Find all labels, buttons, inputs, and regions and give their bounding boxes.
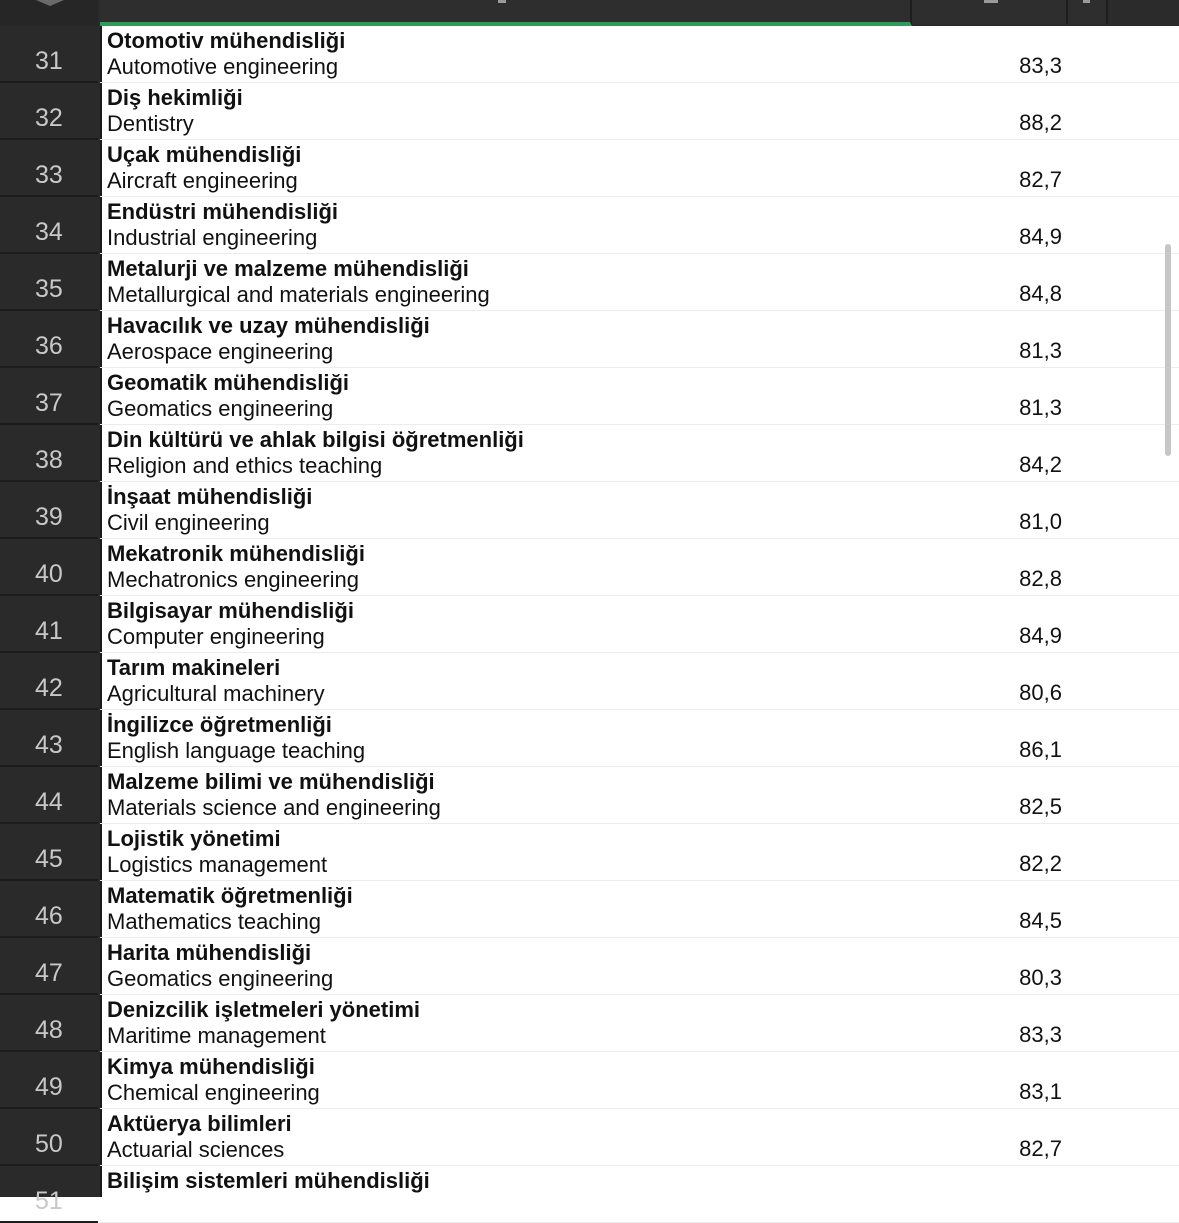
column-header-c[interactable] <box>1068 0 1108 24</box>
table-row <box>0 539 1179 596</box>
table-row <box>0 824 1179 881</box>
program-name-english[interactable]: Metallurgical and materials engineering <box>107 282 490 307</box>
score-value[interactable]: 88,2 <box>1019 110 1062 135</box>
table-row <box>0 254 1179 311</box>
row-number-label: 38 <box>35 446 63 474</box>
program-name-english[interactable]: Industrial engineering <box>107 225 318 250</box>
score-value[interactable]: 82,2 <box>1019 851 1062 876</box>
row-number[interactable] <box>0 482 98 539</box>
row-number-label: 43 <box>35 731 63 759</box>
program-name-turkish[interactable]: Havacılık ve uzay mühendisliği <box>107 313 430 338</box>
program-name-turkish[interactable]: Lojistik yönetimi <box>107 826 281 851</box>
score-value[interactable]: 84,5 <box>1019 908 1062 933</box>
row-number-label: 46 <box>35 902 63 930</box>
table-row <box>0 425 1179 482</box>
table-row <box>0 311 1179 368</box>
row-number[interactable] <box>0 539 98 596</box>
row-number-label: 36 <box>35 332 63 360</box>
score-value[interactable]: 82,8 <box>1019 566 1062 591</box>
row-number-label: 34 <box>35 218 63 246</box>
column-header-bar <box>0 0 1179 26</box>
score-value[interactable]: 82,7 <box>1019 167 1062 192</box>
program-name-english[interactable]: Mathematics teaching <box>107 909 321 934</box>
score-value[interactable]: 84,9 <box>1019 623 1062 648</box>
table-row <box>0 83 1179 140</box>
row-number[interactable] <box>0 1052 98 1109</box>
row-number-label: 32 <box>35 104 63 132</box>
score-value[interactable]: 86,1 <box>1019 737 1062 762</box>
row-number[interactable] <box>0 197 98 254</box>
row-number[interactable] <box>0 140 98 197</box>
row-number-label: 42 <box>35 674 63 702</box>
vertical-scrollbar[interactable] <box>1165 244 1171 456</box>
program-name-turkish[interactable]: Tarım makineleri <box>107 655 281 680</box>
score-value[interactable]: 81,0 <box>1019 509 1062 534</box>
row-number-label: 39 <box>35 503 63 531</box>
table-row <box>0 596 1179 653</box>
table-row <box>0 1109 1179 1166</box>
row-number-label: 48 <box>35 1016 63 1044</box>
row-number[interactable] <box>0 596 98 653</box>
program-name-turkish[interactable]: Bilgisayar mühendisliği <box>107 598 354 623</box>
row-number-label: 31 <box>35 47 63 75</box>
table-row <box>0 197 1179 254</box>
program-name-english[interactable]: Agricultural machinery <box>107 681 325 706</box>
row-number[interactable] <box>0 767 98 824</box>
program-name-turkish[interactable]: Geomatik mühendisliği <box>107 370 350 395</box>
program-name-turkish[interactable]: Diş hekimliği <box>107 85 243 110</box>
row-number[interactable] <box>0 1109 98 1166</box>
program-name-english[interactable]: Mechatronics engineering <box>107 567 359 592</box>
row-number[interactable] <box>0 1166 98 1223</box>
row-number[interactable] <box>0 26 98 83</box>
score-value[interactable]: 84,8 <box>1019 281 1062 306</box>
row-number-label: 35 <box>35 275 63 303</box>
table-row <box>0 140 1179 197</box>
program-name-turkish[interactable]: Kimya mühendisliği <box>107 1054 315 1079</box>
program-name-english[interactable]: Logistics management <box>107 852 328 877</box>
program-name-english[interactable]: Aerospace engineering <box>107 339 334 364</box>
row-number-label: 44 <box>35 788 63 816</box>
program-name-turkish[interactable]: Mekatronik mühendisliği <box>107 541 365 566</box>
row-number-label: 45 <box>35 845 63 873</box>
program-name-english[interactable]: Dentistry <box>107 111 194 136</box>
row-number-label: 41 <box>35 617 63 645</box>
select-all-corner[interactable] <box>0 0 98 26</box>
row-number[interactable] <box>0 938 98 995</box>
program-name-english[interactable]: Civil engineering <box>107 510 270 535</box>
program-name-english[interactable]: Aircraft engineering <box>107 168 298 193</box>
row-number[interactable] <box>0 710 98 767</box>
program-name-turkish[interactable]: Metalurji ve malzeme mühendisliği <box>107 256 469 281</box>
row-number-label: 33 <box>35 161 63 189</box>
program-name-english[interactable]: Materials science and engineering <box>107 795 441 820</box>
column-header-label-fragment <box>498 0 506 3</box>
program-name-turkish[interactable]: Uçak mühendisliği <box>107 142 302 167</box>
program-name-turkish[interactable]: Din kültürü ve ahlak bilgisi öğretmenliği <box>107 427 524 452</box>
program-name-english[interactable]: Chemical engineering <box>107 1080 320 1105</box>
table-row <box>0 482 1179 539</box>
row-number[interactable] <box>0 254 98 311</box>
column-header-label-fragment <box>1083 0 1090 3</box>
score-value[interactable]: 80,6 <box>1019 680 1062 705</box>
row-number[interactable] <box>0 425 98 482</box>
table-row <box>0 881 1179 938</box>
score-value[interactable]: 82,5 <box>1019 794 1062 819</box>
row-number-label: 40 <box>35 560 63 588</box>
program-name-english[interactable]: Geomatics engineering <box>107 396 334 421</box>
score-value[interactable]: 83,1 <box>1019 1079 1062 1104</box>
row-number[interactable] <box>0 83 98 140</box>
score-value[interactable]: 84,9 <box>1019 224 1062 249</box>
table-row <box>0 1052 1179 1109</box>
score-value[interactable]: 81,3 <box>1019 395 1062 420</box>
program-name-turkish[interactable]: Malzeme bilimi ve mühendisliği <box>107 769 435 794</box>
program-name-turkish[interactable]: Denizcilik işletmeleri yönetimi <box>107 997 421 1022</box>
program-name-english[interactable]: Actuarial sciences <box>107 1137 285 1162</box>
row-number-label: 47 <box>35 959 63 987</box>
program-name-turkish[interactable]: Matematik öğretmenliği <box>107 883 353 908</box>
column-header-a[interactable] <box>100 0 912 26</box>
score-value[interactable]: 84,2 <box>1019 452 1062 477</box>
column-header-b[interactable] <box>912 0 1068 24</box>
table-row <box>0 368 1179 425</box>
table-row <box>0 995 1179 1052</box>
row-number-label: 37 <box>35 389 63 417</box>
program-name-turkish[interactable]: İnşaat mühendisliği <box>107 484 313 509</box>
program-name-turkish[interactable]: Endüstri mühendisliği <box>107 199 339 224</box>
program-name-turkish[interactable]: Aktüerya bilimleri <box>107 1111 292 1136</box>
program-name-turkish[interactable]: İngilizce öğretmenliği <box>107 712 332 737</box>
row-number[interactable] <box>0 653 98 710</box>
select-all-icon <box>36 0 64 6</box>
table-row <box>0 26 1179 83</box>
score-value[interactable]: 82,7 <box>1019 1136 1062 1161</box>
program-name-english[interactable]: Religion and ethics teaching <box>107 453 383 478</box>
score-value[interactable]: 83,3 <box>1019 53 1062 78</box>
program-name-english[interactable]: Computer engineering <box>107 624 325 649</box>
program-name-turkish[interactable]: Otomotiv mühendisliği <box>107 28 346 53</box>
table-row <box>0 767 1179 824</box>
row-number-label: 51 <box>35 1187 63 1215</box>
row-number[interactable] <box>0 311 98 368</box>
column-header-label-fragment <box>984 0 998 3</box>
row-number-label: 50 <box>35 1130 63 1158</box>
program-name-turkish[interactable]: Harita mühendisliği <box>107 940 312 965</box>
table-row <box>0 1166 1179 1223</box>
row-number[interactable] <box>0 368 98 425</box>
row-number-label: 49 <box>35 1073 63 1101</box>
program-name-english[interactable]: Automotive engineering <box>107 54 339 79</box>
score-value[interactable]: 81,3 <box>1019 338 1062 363</box>
score-value[interactable]: 80,3 <box>1019 965 1062 990</box>
table-row <box>0 938 1179 995</box>
table-row <box>0 653 1179 710</box>
score-value[interactable]: 83,3 <box>1019 1022 1062 1047</box>
program-name-english[interactable]: Maritime management <box>107 1023 326 1048</box>
row-number[interactable] <box>0 824 98 881</box>
program-name-english[interactable]: English language teaching <box>107 738 366 763</box>
row-number[interactable] <box>0 881 98 938</box>
program-name-turkish[interactable]: Bilişim sistemleri mühendisliği <box>107 1168 430 1193</box>
row-number[interactable] <box>0 995 98 1052</box>
table-row <box>0 710 1179 767</box>
program-name-english[interactable]: Geomatics engineering <box>107 966 334 991</box>
